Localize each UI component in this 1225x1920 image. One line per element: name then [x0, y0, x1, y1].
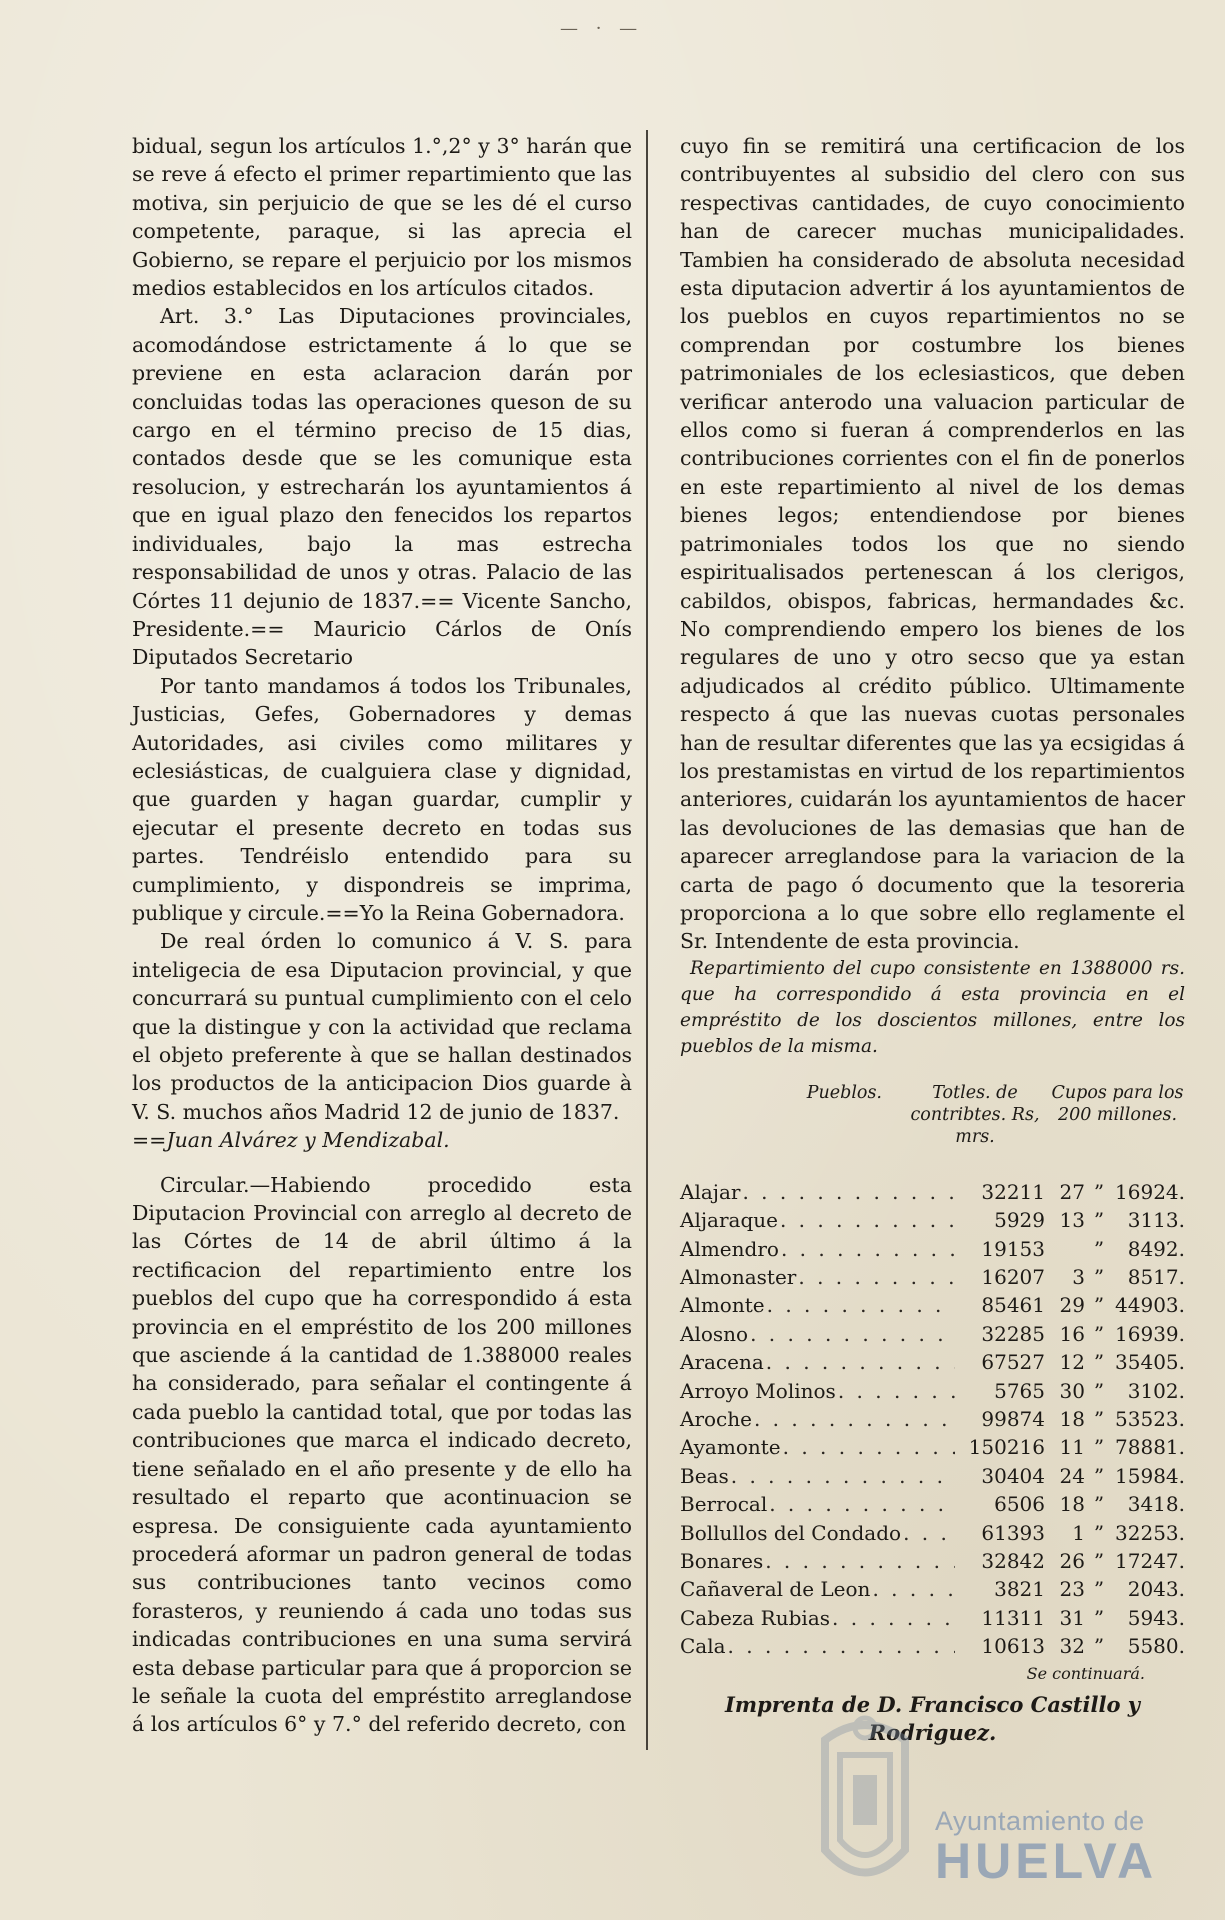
ditto-mark: ” [1093, 1435, 1105, 1460]
ditto-mark: ” [1093, 1236, 1105, 1261]
leader-dots [740, 1178, 955, 1206]
table-row [680, 1263, 1185, 1291]
cupo-value: 5943. [1127, 1605, 1185, 1630]
total-reales: 11311 [981, 1605, 1045, 1630]
signature-mendizabal: ==Juan Alvárez y Mendizabal. [132, 1128, 450, 1153]
ditto-mark: ” [1093, 1577, 1105, 1602]
total-reales: 99874 [981, 1407, 1045, 1432]
total-reales: 61393 [981, 1520, 1045, 1545]
total-reales: 19153 [981, 1236, 1045, 1261]
pueblo-name: Alajar [680, 1179, 741, 1204]
total-reales: 67527 [981, 1350, 1045, 1375]
cupo-value: 3102. [1127, 1378, 1185, 1403]
total-reales: 5765 [994, 1378, 1045, 1403]
cupo-value: 16939. [1115, 1321, 1185, 1346]
ditto-mark: ” [1093, 1265, 1105, 1289]
total-reales: 10613 [981, 1634, 1045, 1659]
leader-dots [765, 1291, 955, 1319]
leader-dots [779, 1235, 955, 1263]
total-reales: 85461 [981, 1293, 1045, 1318]
table-body [680, 1178, 1185, 1661]
left-paragraph-1: bidual, segun los artículos 1.°,2° y 3° harán que se reve á efecto el primer repartimiento que las motiva, sin perjuicio de que se les dé el curso competente, paraque, si las aprecia el Gobierno, se repare el perjuicio por los mismos medios establecidos en los artículos citados. [132, 134, 632, 301]
right-column [680, 132, 1185, 1748]
leader-dots [796, 1263, 955, 1291]
maravedis: 26 [1059, 1549, 1085, 1574]
article-3: Art. 3.° Las Diputaciones provinciales, acomodándose estrictamente á lo que se previene en esta aclaracion darán por concluidas todas las operaciones queson de su cargo en el término preciso de 15 dias, contados desde que se les comunique esta resolucion, y estrecharán los ayuntamientos á que en igual plazo den fenecidos los repartos individuales, bajo la mas estrecha responsabilidad de unos y otras. Palacio de las Córtes 11 dejunio de 1837.== Vicente Sancho, Presidente.== Mauricio Cárlos de Onís Diputados Secretario [132, 304, 632, 670]
leader-dots [836, 1377, 955, 1405]
maravedis: 31 [1059, 1605, 1085, 1630]
table-header [680, 1082, 1185, 1148]
ditto-mark: ” [1093, 1520, 1105, 1545]
maravedis: 18 [1059, 1407, 1085, 1432]
leader-dots [729, 1462, 955, 1490]
ditto-mark: ” [1093, 1378, 1105, 1403]
total-reales: 6506 [994, 1492, 1045, 1517]
leader-dots [781, 1433, 955, 1461]
pueblo-name: Arroyo Molinos [680, 1378, 836, 1403]
cupo-value: 3113. [1127, 1208, 1185, 1233]
coat-of-arms-watermark [805, 1700, 925, 1900]
table-row [680, 1604, 1185, 1632]
ditto-mark: ” [1093, 1605, 1105, 1630]
total-reales: 3821 [994, 1577, 1045, 1602]
header-cupos: Cupos para los 200 millones. [1051, 1082, 1184, 1125]
table-row [680, 1433, 1185, 1461]
table-row [680, 1405, 1185, 1433]
maravedis: 13 [1059, 1208, 1085, 1233]
royal-mandate: Por tanto mandamos á todos los Tribunales, Justicias, Gefes, Gobernadores y demas Autoridades, asi civiles como militares y eclesiásticas, de cualguiera clase y dignidad, que guarden y hagan guardar, cumplir y ejecutar el presente decreto en todas sus partes. Tendréislo entendido para su cumplimiento, y dispondreis se imprima, publique y circule.==Yo la Reina Gobernadora. [132, 673, 632, 925]
total-reales: 30404 [981, 1463, 1045, 1488]
header-pueblos: Pueblos. [806, 1082, 882, 1103]
table-row [680, 1206, 1185, 1234]
header-totales: Totles. de contribtes. Rs, mrs. [910, 1082, 1040, 1147]
maravedis: 18 [1059, 1492, 1085, 1517]
cupo-value: 44903. [1115, 1293, 1185, 1318]
maravedis: 27 [1059, 1179, 1085, 1204]
table-row [680, 1462, 1185, 1490]
ditto-mark: ” [1093, 1407, 1105, 1432]
royal-order: De real órden lo comunico á V. S. para inteligecia de esa Diputacion provincial, y que concurrará su puntual cumplimiento con el celo que la distingue y con la actividad que reclama el objeto preferente à que se hallan destinados los productos de la anticipacion Dios guarde à V. S. muchos años Madrid 12 de junio de 1837. [132, 929, 632, 1124]
pueblo-name: Cabeza Rubias [680, 1605, 831, 1630]
pueblo-name: Alosno [680, 1321, 749, 1346]
pueblo-name: Bollullos del Condado [680, 1520, 902, 1545]
ditto-mark: ” [1093, 1321, 1105, 1346]
maravedis: 1 [1072, 1520, 1085, 1545]
leader-dots [767, 1490, 955, 1518]
ditto-mark: ” [1093, 1634, 1105, 1659]
total-reales: 32842 [981, 1549, 1045, 1574]
right-paragraph-1: cuyo fin se remitirá una certificacion de los contribuyentes al subsidio del clero con sus respectivas cantidades, de cuyo conocimiento han de carecer muchas municipalidades. Tambien ha considerado de absoluta necesidad esta diputacion advertir á los ayuntamientos de los pueblos en cuyos repartimientos no se comprendan por costumbre los bienes patrimoniales de los eclesiasticos, que deben verificar anterodo una valuacion particular de ellos como si fueran á comprenderlos en las contribuciones corrientes con el fin de ponerlos en este repartimiento al nivel de los demas bienes legos; entendiendose por bienes patrimoniales todos los que no siendo espiritualisados pertenescan á los clerigos, cabildos, obispos, fabricas, hermandades &c. No comprendiendo empero los bienes de los regulares de uno y otro secso que ya estan adjudicados al crédito público. Ultimamente respecto á que las nuevas cuotas personales han de resultar diferentes que las ya ecsigidas á los prestamistas en virtud de los repartimientos anteriores, cuidarán los ayuntamientos de hacer las devoluciones de las demasias que han de aparecer arreglandose para la variacion de la carta de pago ó documento que la tesoreria proporciona a lo que sobre ello reglamente el Sr. Intendente de esta provincia. [680, 134, 1185, 954]
cupo-value: 3418. [1127, 1492, 1185, 1517]
ditto-mark: ” [1093, 1350, 1105, 1375]
table-row [680, 1320, 1185, 1348]
spacer [132, 1155, 632, 1171]
pueblo-name: Almonte [680, 1293, 765, 1318]
leader-dots [748, 1320, 955, 1348]
cupo-value: 78881. [1115, 1435, 1185, 1460]
table-row [680, 1575, 1185, 1603]
cupo-value: 35405. [1115, 1350, 1185, 1375]
maravedis: 23 [1059, 1577, 1085, 1602]
ditto-mark: ” [1093, 1179, 1105, 1204]
cupo-value: 17247. [1115, 1549, 1185, 1574]
column-rule [646, 130, 648, 1750]
leader-dots [763, 1547, 955, 1575]
ditto-mark: ” [1093, 1463, 1105, 1488]
watermark-line-1: Ayuntamiento de [935, 1806, 1145, 1836]
total-reales: 32211 [981, 1179, 1045, 1204]
table-row [680, 1291, 1185, 1319]
pueblo-name: Aracena [680, 1350, 764, 1375]
ditto-mark: ” [1093, 1293, 1105, 1318]
printer-imprint: Imprenta de D. Francisco Castillo y Rodriguez. [725, 1691, 1140, 1746]
maravedis: 3 [1072, 1265, 1085, 1289]
watermark-line-2: HUELVA [935, 1833, 1158, 1889]
cupo-value: 8492. [1127, 1236, 1185, 1261]
table-row [680, 1547, 1185, 1575]
table-caption: Repartimiento del cupo consistente en 1388000 rs. que ha correspondido á esta provincia en el empréstito de los doscientos millones, entre los pueblos de la misma. [680, 957, 1185, 1057]
total-reales: 5929 [994, 1208, 1045, 1233]
maravedis: 32 [1059, 1634, 1085, 1659]
pueblo-name: Almendro [680, 1236, 779, 1261]
maravedis: 29 [1059, 1293, 1085, 1318]
total-reales: 150216 [968, 1435, 1045, 1460]
pueblo-name: Almonaster [680, 1265, 797, 1289]
maravedis: 11 [1059, 1435, 1085, 1460]
leader-dots [778, 1206, 955, 1234]
total-reales: 16207 [981, 1265, 1045, 1289]
maravedis: 12 [1059, 1350, 1085, 1375]
table-row [680, 1235, 1185, 1263]
maravedis: 24 [1059, 1463, 1085, 1488]
pueblo-name: Cañaveral de Leon [680, 1577, 871, 1602]
continuation-note: Se continuará. [1026, 1663, 1145, 1683]
cupo-value: 32253. [1115, 1520, 1185, 1545]
pueblo-name: Beas [680, 1463, 729, 1488]
leader-dots [726, 1632, 955, 1660]
ditto-mark: ” [1093, 1549, 1105, 1574]
leader-dots [752, 1405, 955, 1433]
total-reales: 32285 [981, 1321, 1045, 1346]
cupo-value: 5580. [1127, 1634, 1185, 1659]
maravedis: 30 [1059, 1378, 1085, 1403]
leader-dots [764, 1348, 955, 1376]
municipal-watermark [935, 1806, 1158, 1889]
cupo-value: 8517. [1127, 1265, 1185, 1289]
leader-dots [901, 1519, 955, 1547]
table-row [680, 1632, 1185, 1660]
pueblo-name: Berrocal [680, 1492, 768, 1517]
pueblo-name: Aroche [680, 1407, 752, 1432]
left-column [132, 132, 632, 1739]
top-marks: — · — [560, 18, 644, 39]
table-row [680, 1348, 1185, 1376]
cupo-value: 53523. [1115, 1407, 1185, 1432]
ditto-mark: ” [1093, 1492, 1105, 1517]
cupo-value: 15984. [1115, 1463, 1185, 1488]
pueblo-name: Bonares [680, 1549, 764, 1574]
table-row [680, 1519, 1185, 1547]
leader-dots [830, 1604, 955, 1632]
cupo-value: 2043. [1127, 1577, 1185, 1602]
pueblo-name: Cala [680, 1634, 726, 1659]
leader-dots [870, 1575, 955, 1603]
maravedis: 16 [1059, 1321, 1085, 1346]
circular: Circular.—Habiendo procedido esta Diputacion Provincial con arreglo al decreto de las Córtes de 14 de abril último á la rectificacion del repartimiento entre los pueblos del cupo que ha correspondido á esta provincia en el empréstito de los 200 millones que asciende á la cantidad de 1.388000 reales ha considerado, para señalar el contingente á cada pueblo la cantidad total, que por todas las contribuciones que marca el indicado decreto, tiene señalado en el año presente y de ello ha resultado el reparto que acontinuacion se espresa. De consiguiente cada ayuntamiento procederá aformar un padron general de todas sus contribuciones tanto vecinos como forasteros, y reuniendo á cada uno todas sus indicadas contribuciones en una suma servirá esta debase particular para que á proporcion se le señale la cuota del empréstito arreglandose á los artículos 6° y 7.° del referido decreto, con [132, 1172, 632, 1737]
table-row [680, 1178, 1185, 1206]
table-row [680, 1377, 1185, 1405]
table-row [680, 1490, 1185, 1518]
ditto-mark: ” [1093, 1208, 1105, 1233]
cupo-value: 16924. [1115, 1179, 1185, 1204]
pueblo-name: Ayamonte [680, 1435, 781, 1460]
pueblo-name: Aljaraque [680, 1208, 778, 1233]
